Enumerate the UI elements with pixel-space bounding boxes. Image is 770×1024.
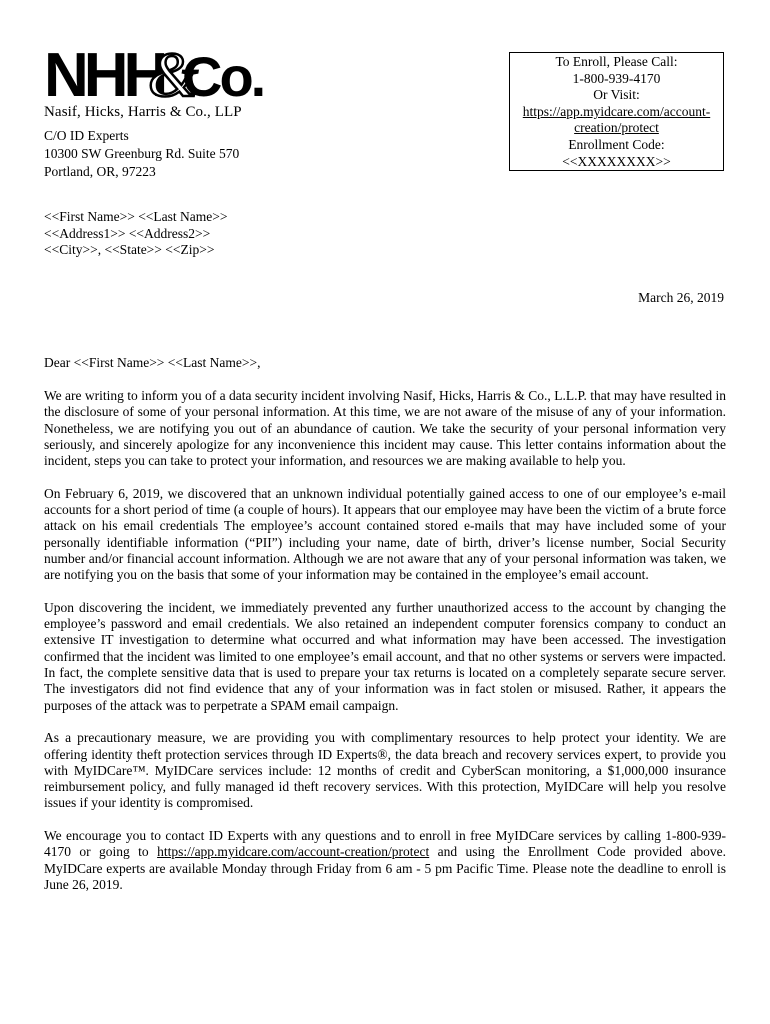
salutation: Dear <<First Name>> <<Last Name>>, <box>44 355 261 370</box>
enroll-or-visit: Or Visit: <box>593 87 640 103</box>
letter-date: March 26, 2019 <box>638 290 724 305</box>
recipient-address <box>44 209 228 259</box>
enrollment-info-box <box>509 52 724 171</box>
return-address-line: Portland, OR, 97223 <box>44 164 156 179</box>
recipient-line: <<Address1>> <<Address2>> <box>44 225 211 241</box>
return-address-line: 10300 SW Greenburg Rd. Suite 570 <box>44 146 240 161</box>
logo-letters-nhh: NHH <box>44 41 164 110</box>
paragraph-5-text-end: and using the Enrollment Code provided above. MyIDCare experts are available Monday through Friday from 6 am - 5 pm Pacific Time. Please note the deadline to enroll is June 26, 2019. <box>44 844 727 892</box>
body-paragraph-1: We are writing to inform you of a data security incident involving Nasif, Hicks, Harris & Co., L.L.P. that may have resulted in the disclosure of some of your personal information. At this time, we are not aware of the misuse of any of your information. Nonetheless, we are notifying you out of an abundance of caution. We take the security of your personal information very seriously, and sincerely apologize for any inconvenience this incident may cause. This letter contains information about the incident, steps you can take to protect your information, and resources we are making available to help you. <box>44 388 726 469</box>
enroll-code-value: <<XXXXXXXX>> <box>562 153 671 169</box>
enroll-url-line2[interactable]: creation/protect <box>574 120 659 136</box>
logo-letters-co: Co. <box>182 45 264 108</box>
paragraph-5-text-start: We encourage you to contact ID Experts with any questions and to enroll in free MyIDCare services by calling 1-800-939-4170 or going to <box>44 828 726 860</box>
recipient-line: <<City>>, <<State>> <<Zip>> <box>44 242 215 258</box>
body-paragraph-5 <box>44 828 726 893</box>
enroll-url-line1[interactable]: https://app.myidcare.com/account- <box>522 103 711 119</box>
return-address-line: C/O ID Experts <box>44 128 129 143</box>
logo-ampersand: & <box>148 39 198 110</box>
recipient-line: <<First Name>> <<Last Name>> <box>44 209 228 224</box>
body-paragraph-4: As a precautionary measure, we are providing you with complimentary resources to help protect your identity. We are offering identity theft protection services through ID Experts®, the data breach and recovery services expert, to provide you with MyIDCare™. MyIDCare services include: 12 months of credit and CyberScan monitoring, a $1,000,000 insurance reimbursement policy, and fully managed id theft recovery services. With this protection, MyIDCare will help you resolve issues if your identity is compromised. <box>44 730 726 811</box>
enroll-code-label: Enrollment Code: <box>568 136 665 152</box>
body-paragraph-3: Upon discovering the incident, we immediately prevented any further unauthorized access to the account by changing the employee’s password and email credentials. We also retained an independent computer forensics company to conduct an extensive IT investigation to determine what occurred and what information may have been accessed. The investigation confirmed that the incident was limited to one employee’s email account, and that no other systems or servers were impacted. In fact, the complete sensitive data that is used to prepare your tax returns is located on a completely separate secure server. The investigators did not find evidence that any of your information was in fact stolen or misused. Rather, it appears the purposes of the attack was to perpetrate a SPAM email campaign. <box>44 599 726 713</box>
letter-body <box>44 388 726 910</box>
enrollment-link[interactable]: https://app.myidcare.com/account-creation/protect <box>157 844 430 860</box>
return-address <box>44 127 239 181</box>
enroll-phone: 1-800-939-4170 <box>572 70 661 86</box>
enroll-call-label: To Enroll, Please Call: <box>555 54 678 69</box>
firm-name: Nasif, Hicks, Harris & Co., LLP <box>44 104 242 120</box>
nhh-co-logo-graphic <box>44 39 264 110</box>
body-paragraph-2: On February 6, 2019, we discovered that an unknown individual potentially gained access to one of our employee’s e-mail accounts for a short period of time (a couple of hours). It appears that our employee may have been the victim of a brute force attack on his email credentials The employee’s account contained stored e-mails that may have included some of your personally identifiable information (“PII”) including your name, date of birth, driver’s license number, Social Security number and/or financial account information. Although we are not aware that any of your personal information was taken, we are notifying you on the basis that some of your information may be contained in the employee’s email account. <box>44 485 726 583</box>
